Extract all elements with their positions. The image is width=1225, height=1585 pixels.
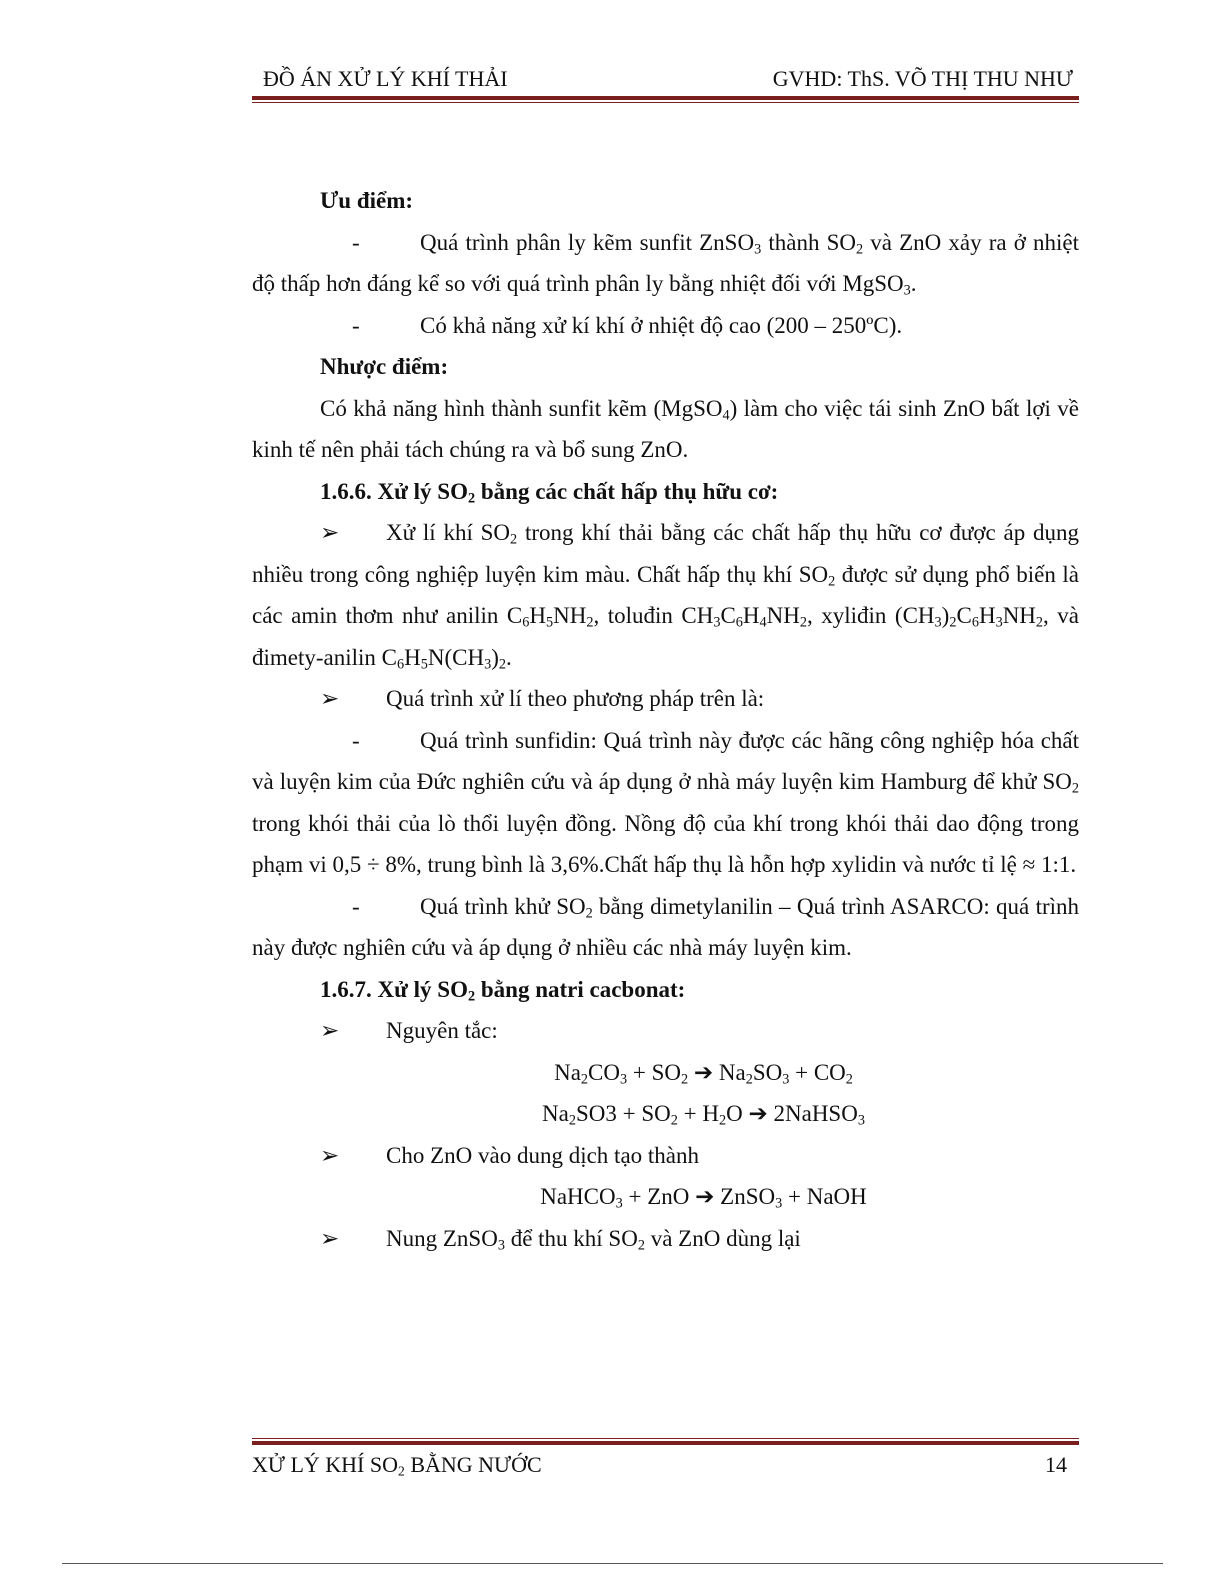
page-number: 14 <box>1045 1452 1067 1477</box>
page-header <box>263 66 1073 96</box>
reaction-arrow-icon: ➔ <box>748 1101 768 1126</box>
equation-1: $Na_2CO_3 + SO_2$ ➔ $Na_2SO_3 + CO_2$ <box>554 1059 853 1088</box>
section-1-6-7-point-2: ➢ Cho ZnO vào dung dịch tạo thành <box>252 1135 1079 1177</box>
disadvantage-paragraph: Có khả năng hình thành sunfit kẽm (MgSO$_4$) làm cho việc tái sinh ZnO bất lợi về kinh tế nên phải tách chúng ra và bổ sung ZnO. <box>252 395 1079 462</box>
equation-2: $Na_2SO3 + SO_2 + H_2O$ ➔ 2NaHSO$_3$ <box>542 1101 865 1129</box>
header-title: ĐỒ ÁN XỬ LÝ KHÍ THẢI <box>263 66 508 91</box>
section-1-6-7-point-1: ➢ Nguyên tắc: <box>252 1010 1079 1052</box>
equation-3: NaHCO$_3$ + ZnO ➔ ZnSO$_3$ + NaOH <box>540 1184 867 1212</box>
reaction-arrow-icon: ➔ <box>695 1184 715 1209</box>
header-rule <box>252 96 1079 103</box>
section-1-6-6-heading: 1.6.6. Xử lý $SO_2$ bằng các chất hấp thụ hữu cơ: <box>320 478 779 507</box>
advantages-heading: Ưu điểm: <box>320 188 414 213</box>
asarco-process: - Quá trình khử $SO_2$ bằng dimetylanilin – Quá trình ASARCO: quá trình này được nghiên cứu và áp dụng ở nhiều các nhà máy luyện kim. <box>252 893 1080 960</box>
arrow-bullet-icon: ➢ <box>320 1142 340 1168</box>
section-1-6-6-point-2: ➢ Quá trình xử lí theo phương pháp trên là: <box>252 678 1079 720</box>
page-body <box>252 180 1079 1259</box>
page-bottom-divider <box>62 1563 1163 1564</box>
header-supervisor: GVHD: ThS. VÕ THỊ THU NHƯ <box>772 66 1073 91</box>
footer-rule <box>252 1438 1079 1445</box>
section-1-6-6-point-1: ➢ Xử lí khí $SO_2$ trong khí thải bằng các chất hấp thụ hữu cơ được áp dụng nhiều trong công nghiệp luyện kim màu. Chất hấp thụ khí $SO_2$ được sử dụng phổ biến là các amin thơm như anilin $C_6H_5NH_2$, toluđin $CH_3C_6H_4NH_2$, xyliđin $(CH_3)_2C_6H_3NH_2$, và đimety-anilin $C_6H_5N(CH_3)_2$. <box>252 512 1079 678</box>
sulfidine-process: - Quá trình sunfidin: Quá trình này được các hãng công nghiệp hóa chất và luyện kim của Đức nghiên cứu và áp dụng ở nhà máy luyện kim Hamburg để khử $SO_2$ trong khói thải của lò thổi luyện đồng. Nồng độ của khí trong khói thải dao động trong phạm vi 0,5 ÷ 8%, trung bình là 3,6%.Chất hấp thụ là hỗn hợp xylidin và nước tỉ lệ ≈ 1:1. <box>252 727 1079 877</box>
arrow-bullet-icon: ➢ <box>320 1225 340 1251</box>
disadvantages-heading: Nhược điểm: <box>320 354 449 379</box>
arrow-bullet-icon: ➢ <box>320 686 340 711</box>
advantage-item-1: - Quá trình phân ly kẽm sunfit ZnSO$_3$ thành $SO_2$ và ZnO xảy ra ở nhiệt độ thấp hơn đáng kể so với quá trình phân ly bằng nhiệt đối với MgSO$_3$. <box>252 229 1079 299</box>
reaction-arrow-icon: ➔ <box>693 1059 714 1085</box>
advantage-item-2: - Có khả năng xử kí khí ở nhiệt độ cao (200 – 250ºC). <box>352 312 903 338</box>
section-1-6-7-heading: 1.6.7. Xử lý $SO_2$ bằng natri cacbonat: <box>320 976 686 1005</box>
section-1-6-7-point-3: ➢ Nung ZnSO$_3$ để thu khí $SO_2$ và ZnO dùng lại <box>252 1218 1079 1260</box>
arrow-bullet-icon: ➢ <box>320 520 340 545</box>
arrow-bullet-icon: ➢ <box>320 1018 340 1043</box>
footer-title: XỬ LÝ KHÍ $SO_2$ BẰNG NƯỚC <box>252 1452 542 1479</box>
